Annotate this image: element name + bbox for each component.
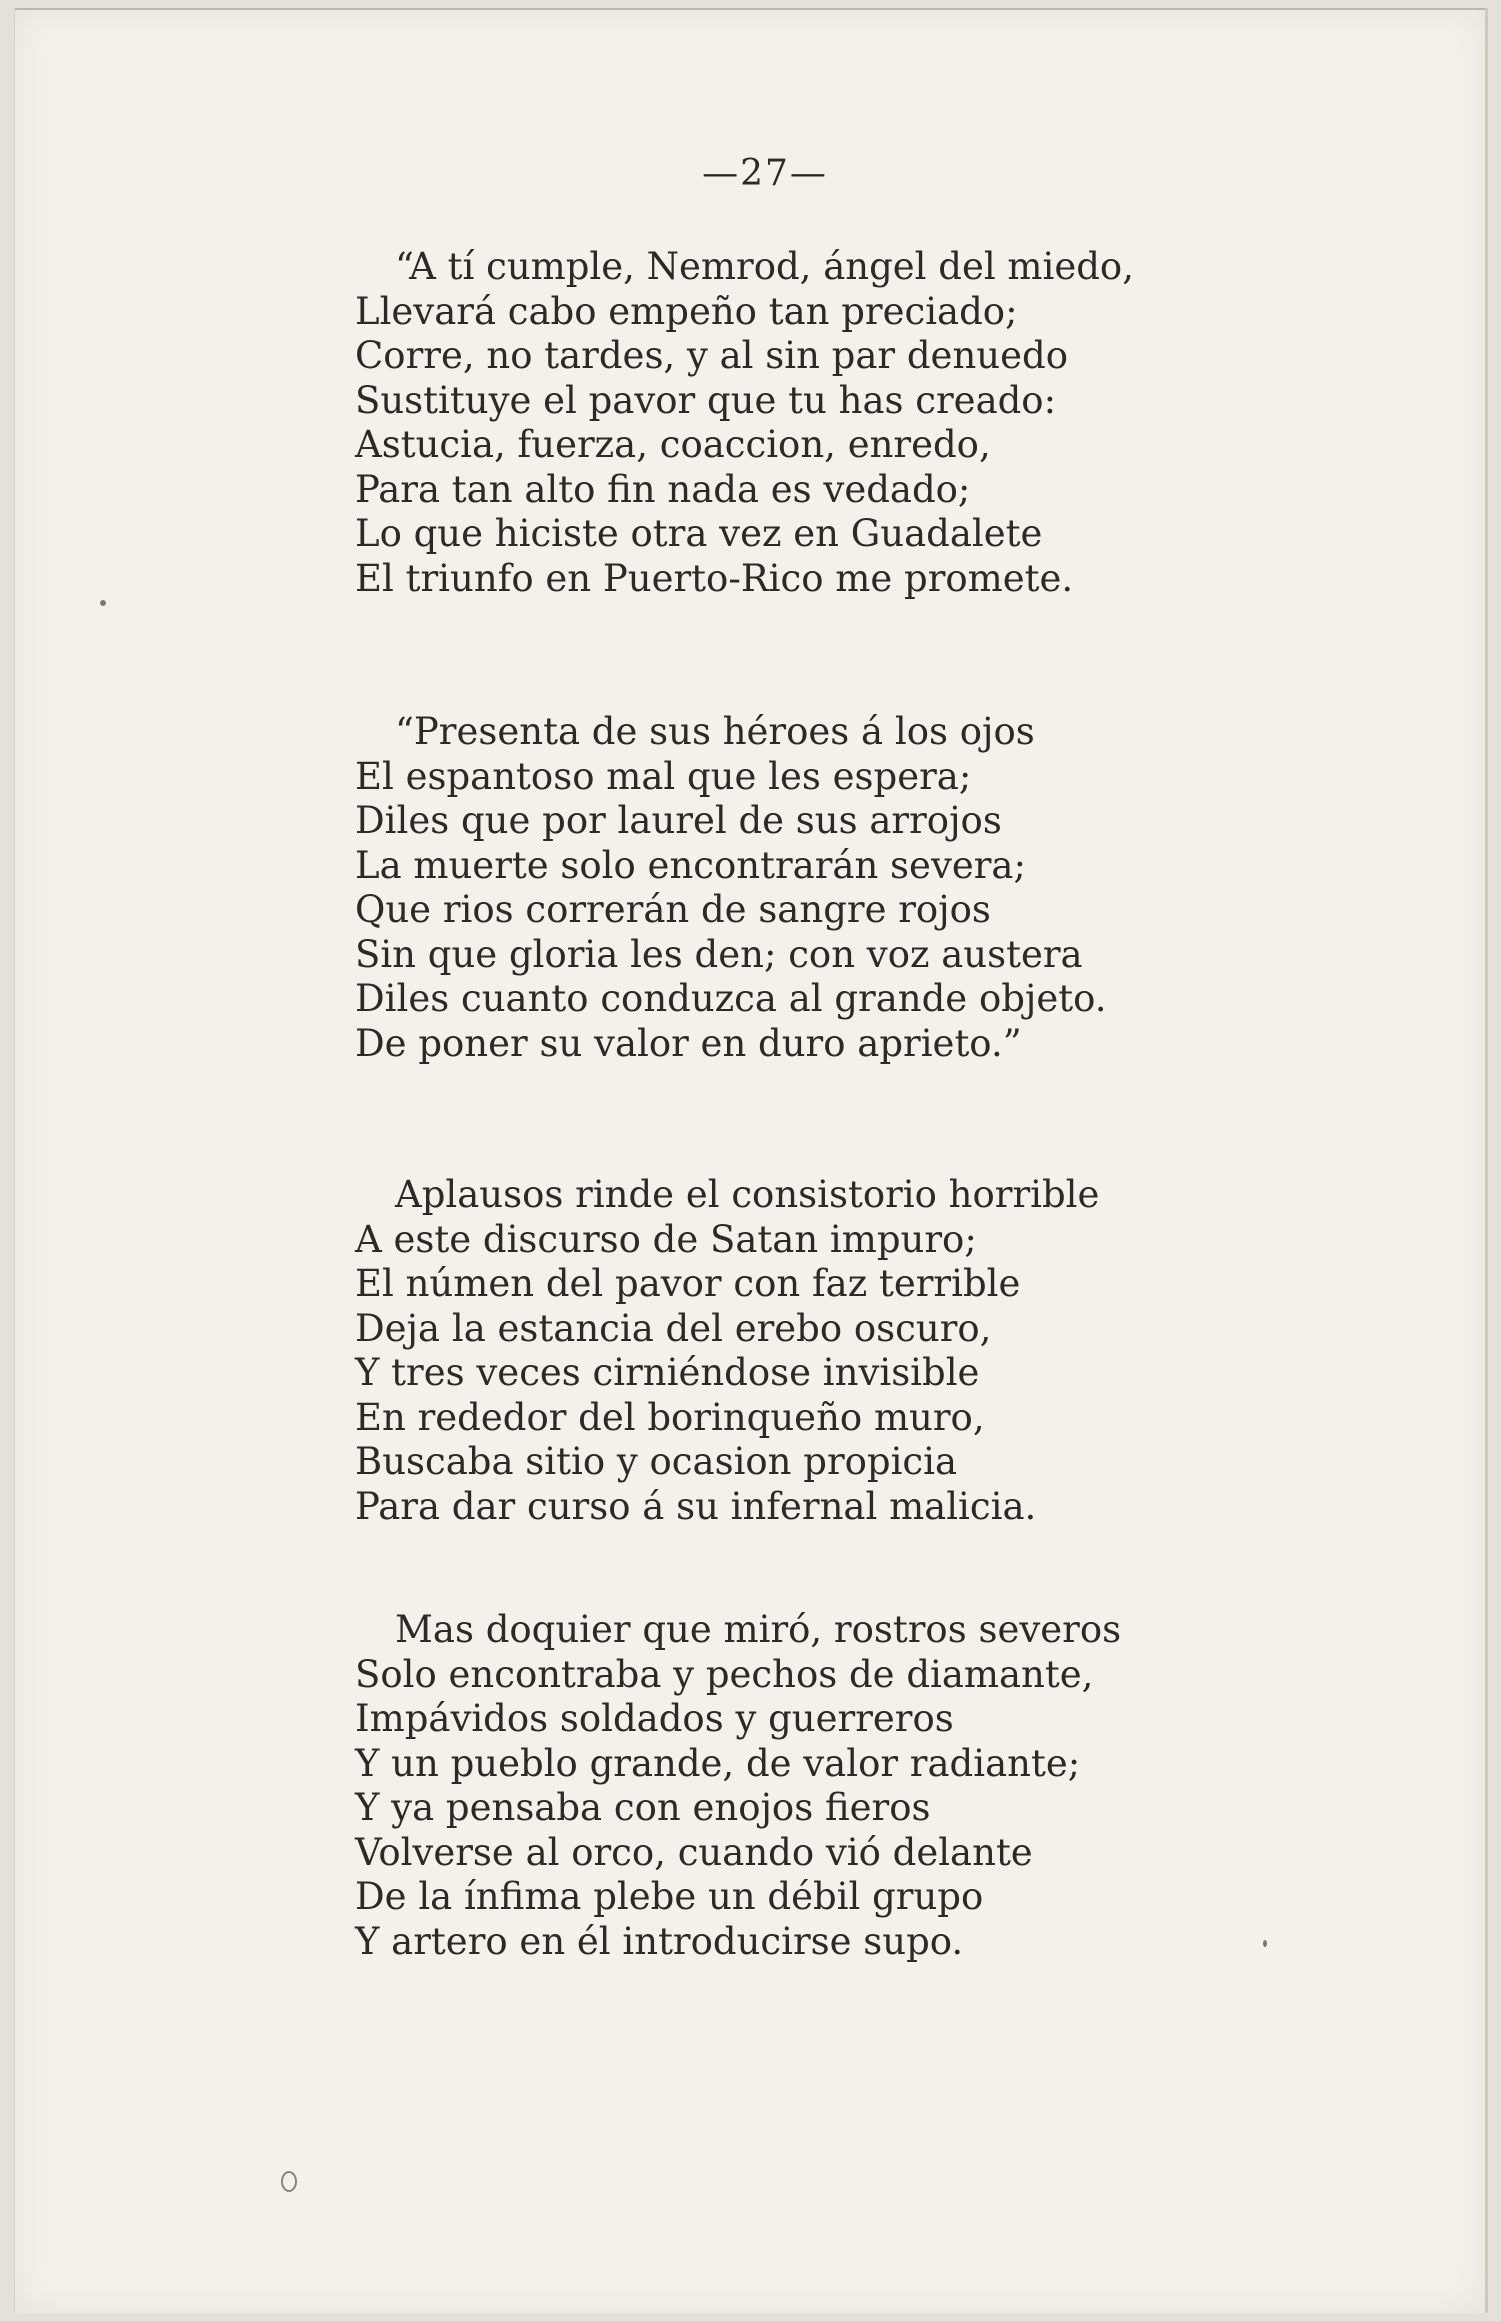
verse-line: Deja la estancia del erebo oscuro,: [355, 1306, 992, 1350]
page-number: —27—: [702, 153, 828, 194]
verse-line: Sustituye el pavor que tu has creado:: [355, 378, 1057, 422]
paper-speck: [1263, 1940, 1267, 1947]
verse-line: Lo que hiciste otra vez en Guadalete: [355, 512, 1043, 555]
verse-line: En rededor del borinqueño muro,: [355, 1395, 985, 1439]
page-top-edge: [15, 8, 1485, 10]
verse-line: Aplausos rinde el consistorio horrible: [395, 1173, 1100, 1216]
verse-line: El espantoso mal que les espera;: [355, 754, 972, 798]
paper-blemish: [281, 2171, 297, 2192]
verse-line: Impávidos soldados y guerreros: [355, 1697, 954, 1740]
verse-line: Mas doquier que miró, rostros severos: [395, 1608, 1122, 1651]
verse-line: Que rios correrán de sangre rojos: [355, 888, 991, 931]
verse-line: Diles que por laurel de sus arrojos: [355, 799, 1002, 842]
verse-line: El númen del pavor con faz terrible: [355, 1262, 1021, 1305]
stanza-2: [355, 710, 1405, 1066]
verse-line: “A tí cumple, Nemrod, ángel del miedo,: [395, 245, 1134, 288]
verse-line: De la ínfima plebe un débil grupo: [355, 1875, 984, 1918]
verse-line: Para tan alto fin nada es vedado;: [355, 467, 971, 511]
verse-line: Buscaba sitio y ocasion propicia: [355, 1440, 958, 1483]
verse-line: Llevará cabo empeño tan preciado;: [355, 289, 1018, 333]
paper-speck: [100, 600, 106, 606]
stanza-1: [355, 245, 1405, 601]
verse-line: De poner su valor en duro aprieto.”: [355, 1021, 1022, 1065]
verse-line: A este discurso de Satan impuro;: [355, 1217, 977, 1261]
verse-line: Y tres veces cirniéndose invisible: [355, 1351, 980, 1394]
verse-line: “Presenta de sus héroes á los ojos: [395, 710, 1035, 753]
verse-line: Sin que gloria les den; con voz austera: [355, 932, 1083, 976]
verse-line: El triunfo en Puerto-Rico me promete.: [355, 556, 1074, 600]
verse-line: Corre, no tardes, y al sin par denuedo: [355, 334, 1068, 377]
book-page: [14, 8, 1488, 2313]
verse-line: Y un pueblo grande, de valor radiante;: [355, 1741, 1081, 1785]
stanza-4: [355, 1608, 1405, 1964]
verse-line: Diles cuanto conduzca al grande objeto.: [355, 977, 1107, 1020]
verse-line: Y ya pensaba con enojos fieros: [355, 1786, 931, 1829]
verse-line: Y artero en él introducirse supo.: [355, 1919, 964, 1963]
stanza-3: [355, 1173, 1405, 1529]
verse-line: Para dar curso á su infernal malicia.: [355, 1484, 1037, 1528]
verse-line: Astucia, fuerza, coaccion, enredo,: [355, 423, 991, 466]
verse-line: Solo encontraba y pechos de diamante,: [355, 1652, 1094, 1696]
verse-line: La muerte solo encontrarán severa;: [355, 843, 1026, 887]
verse-line: Volverse al orco, cuando vió delante: [355, 1830, 1033, 1874]
